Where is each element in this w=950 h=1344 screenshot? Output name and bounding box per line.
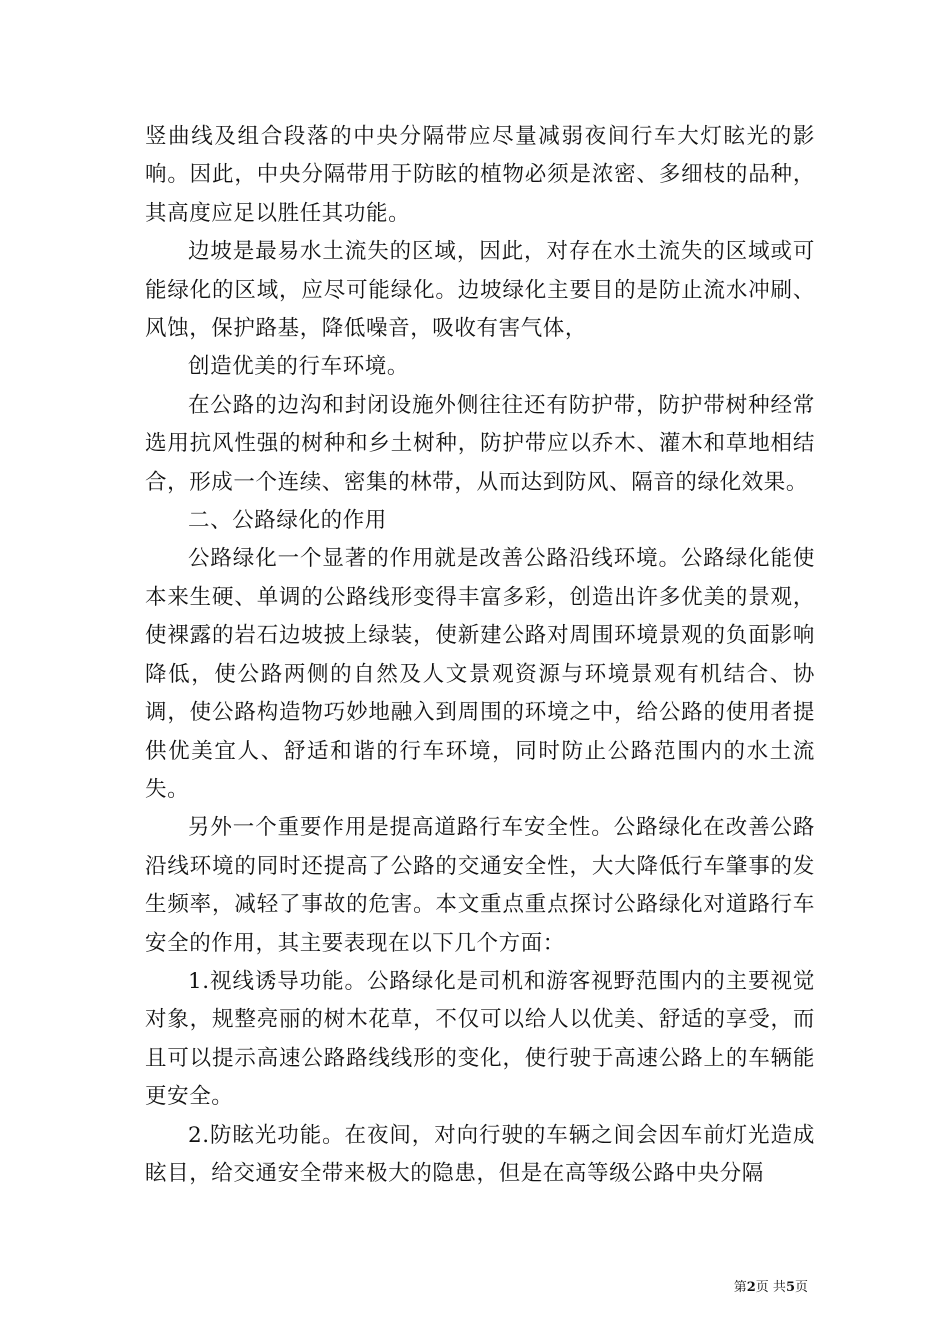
paragraph: 竖曲线及组合段落的中央分隔带应尽量减弱夜间行车大灯眩光的影响。因此，中央分隔带用于防眩的植物必须是浓密、多细枝的品种，其高度应足以胜任其功能。 [145, 124, 815, 226]
page-number-footer [734, 1276, 808, 1295]
paragraph: 2.防眩光功能。在夜间，对向行驶的车辆之间会因车前灯光造成眩目，给交通安全带来极大的隐患，但是在高等级公路中央分隔 [145, 1122, 815, 1186]
paragraph: 在公路的边沟和封闭设施外侧往往还有防护带，防护带树种经常选用抗风性强的树种和乡土树种，防护带应以乔木、灌木和草地相结合，形成一个连续、密集的林带，从而达到防风、隔音的绿化效果。 [145, 392, 815, 495]
total-pages-number: 5 [785, 1280, 795, 1295]
paragraph: 公路绿化一个显著的作用就是改善公路沿线环境。公路绿化能使本来生硬、单调的公路线形变得丰富多彩，创造出许多优美的景观，使裸露的岩石边坡披上绿装，使新建公路对周围环境景观的负面影响降低，使公路两侧的自然及人文景观资源与环境景观有机结合、协调，使公路构造物巧妙地融入到周围的环境之中，给公路的使用者提供优美宜人、舒适和谐的行车环境，同时防止公路范围内的水土流失。 [145, 546, 815, 802]
document-body [145, 118, 815, 1193]
paragraph: 1.视线诱导功能。公路绿化是司机和游客视野范围内的主要视觉对象，规整亮丽的树木花草，不仅可以给人以优美、舒适的享受，而且可以提示高速公路路线线形的变化，使行驶于高速公路上的车辆能更安全。 [145, 968, 815, 1110]
current-page-number: 2 [746, 1280, 756, 1295]
footer-middle: 页 共 [755, 1280, 786, 1295]
paragraph: 边坡是最易水土流失的区域，因此，对存在水土流失的区域或可能绿化的区域，应尽可能绿化。边坡绿化主要目的是防止流水冲刷、风蚀，保护路基，降低噪音，吸收有害气体， [145, 239, 815, 342]
section-heading: 二、公路绿化的作用 [188, 508, 387, 534]
paragraph: 创造优美的行车环境。 [188, 354, 410, 380]
footer-prefix: 第 [733, 1280, 747, 1295]
paragraph: 另外一个重要作用是提高道路行车安全性。公路绿化在改善公路沿线环境的同时还提高了公路的交通安全性，大大降低行车肇事的发生频率，减轻了事故的危害。本文重点重点探讨公路绿化对道路行车安全的作用，其主要表现在以下几个方面： [145, 815, 815, 956]
footer-suffix: 页 [794, 1280, 808, 1295]
